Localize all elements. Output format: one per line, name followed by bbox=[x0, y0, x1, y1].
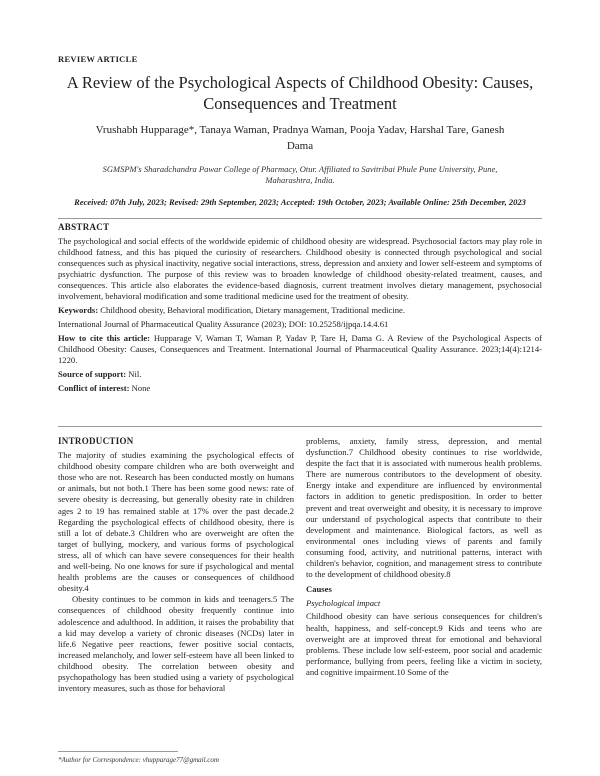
intro-paragraph-1: The majority of studies examining the psychological effects of childhood obesity compare children who are both overweight and those who are not. Research has been conducted mostly on humans or animals, but not both.1 There has been some good news: rate of severe obesity is decreasing, but generally obesity rate in children ages 2 to 19 has remained stable at 17% over the past decade.2 Regarding the psychological effects of childhood obesity, there is still a lot of debate.3 Children who are overweight are often the target of bullying, mockery, and various forms of psychological stress, all of which can have severe consequences for their health and well-being. No one knows for sure if psychological and mental health problems are the causes or consequences of childhood obesity.4 bbox=[58, 450, 294, 594]
intro-paragraph-3: problems, anxiety, family stress, depression, and mental dysfunction.7 Childhood obesity continues to rise worldwide, despite the fact that it is associated with numerous health problems. There are numerous contributors to the development of obesity. Energy intake and expenditure are influenced by environmental factors in addition to genetic predisposition. In order to better prevent and treat overweight and obesity, it is necessary to improve our understand of psychological aspects that contribute to their development and maintenance. Biological factors, as well as environmental ones including views of parents and family consuming food, activity, and nutritional patterns, interact with children's behavior, cognition, and management stress to contribute to the development of childhood obesity.8 bbox=[306, 436, 542, 580]
support-line bbox=[58, 369, 542, 380]
psychological-impact-heading: Psychological impact bbox=[306, 598, 381, 609]
footnote-divider bbox=[58, 751, 178, 752]
support-label: Source of support: bbox=[58, 369, 127, 379]
publication-dates: Received: 07th July, 2023; Revised: 29th September, 2023; Accepted: 19th October, 2023; Available Online: 25th December, 2023 bbox=[74, 197, 526, 207]
impact-paragraph: Childhood obesity can have serious consequences for children's health, happiness, and self-concept.9 Kids and teens who are overweight are at improved threat for emotional and behavioral problems. These include low self-esteem, poor social and academic performance, bullying from peers, feeling like a victim in society, and cognitive impairment.10 Some of the bbox=[306, 611, 542, 677]
citation-line bbox=[58, 333, 542, 366]
author-list: Vrushabh Hupparage*, Tanaya Waman, Pradnya Waman, Pooja Yadav, Harshal Tare, Ganesh Dama bbox=[95, 124, 505, 152]
conflict-line bbox=[58, 383, 542, 394]
introduction-heading: INTRODUCTION bbox=[58, 436, 134, 446]
cite-label: How to cite this article: bbox=[58, 333, 151, 343]
journal-line: International Journal of Pharmaceutical Quality Assurance (2023); DOI: 10.25258/ijpqa.14.4.61 bbox=[58, 319, 389, 329]
right-column bbox=[306, 436, 542, 678]
keywords-text: Childhood obesity, Behavioral modification, Dietary management, Traditional medicine. bbox=[100, 305, 405, 315]
affiliation: SGMSPM's Sharadchandra Pawar College of Pharmacy, Otur. Affiliated to Savitribai Phule Pune University, Pune, Maharashtra, India. bbox=[102, 164, 498, 185]
divider-body bbox=[58, 426, 542, 427]
abstract-heading: ABSTRACT bbox=[58, 222, 110, 232]
support-text: Nil. bbox=[128, 369, 142, 379]
causes-heading: Causes bbox=[306, 584, 332, 595]
correspondence-footnote: *Author for Correspondence: vhupparage77@gmail.com bbox=[58, 756, 219, 764]
keywords-label: Keywords: bbox=[58, 305, 99, 315]
cite-text: Hupparage V, Waman T, Waman P, Yadav P, Tare H, Dama G. A Review of the Psychological Aspects of Childhood Obesity: Causes, Consequences and Treatment. International Journal of Pharmaceutical Quality Assurance. 2023;14(4):1214-1220. bbox=[58, 333, 542, 365]
conflict-text: None bbox=[131, 383, 151, 393]
conflict-label: Conflict of interest: bbox=[58, 383, 130, 393]
abstract-section bbox=[58, 222, 542, 394]
divider-top bbox=[58, 218, 542, 219]
left-column bbox=[58, 436, 294, 694]
article-type-label: REVIEW ARTICLE bbox=[58, 54, 138, 64]
intro-paragraph-2: Obesity continues to be common in kids and teenagers.5 The consequences of childhood obesity frequently continue into adolescence and adulthood. In addition, it raises the probability that a kid may develop a variety of chronic diseases (NCDs) later in life.6 Negative peer reactions, fewer positive social contacts, increased melancholy, and lower self-esteem have all been linked to childhood obesity. The correlation between obesity and psychopathology has been studied using a variety of psychological inventory measures, such as those for behavioral bbox=[58, 594, 294, 694]
keywords-line bbox=[58, 305, 542, 316]
article-title: A Review of the Psychological Aspects of Childhood Obesity: Causes, Consequences and Treatment bbox=[66, 73, 534, 113]
abstract-text: The psychological and social effects of the worldwide epidemic of childhood obesity are widespread. Psychosocial factors may play role in childhood fatness, and this has piqued the curiosity of researchers. Childhood obesity is connected through psychological and social consequences such as physical inactivity, negative social interactions, stress, depression and anxiety and lower self-esteem and symptoms of psychiatric dysfunction. The purpose of this review was to broaden knowledge of childhood obesity-related treatment, causes, and consequences. This article also elaborates the evidence-based diagnosis, current treatment involves dietary management, psychosocial involvement, behavioral modification and some traditional medicine used for the treatment of obesity. bbox=[58, 236, 542, 301]
